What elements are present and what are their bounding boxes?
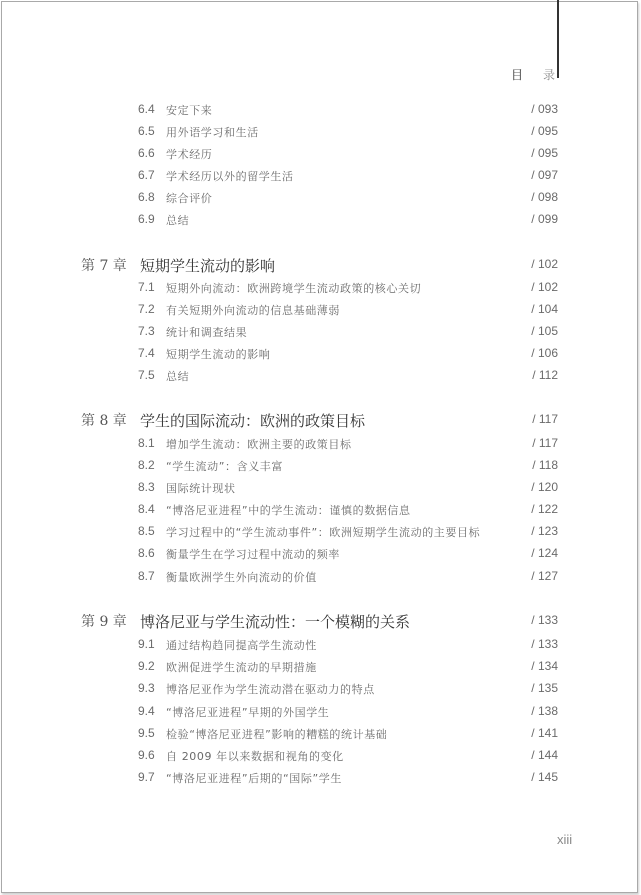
chapter-page: / 102 — [531, 257, 558, 271]
section-number: 8.2 — [138, 458, 155, 472]
section-number: 6.8 — [138, 190, 155, 204]
section-page: / 104 — [531, 302, 558, 316]
section-page: / 145 — [531, 770, 558, 784]
section-page: / 118 — [532, 458, 558, 472]
section-page: / 099 — [531, 212, 558, 226]
running-head — [511, 66, 555, 83]
section-title: 有关短期外向流动的信息基础薄弱 — [166, 304, 340, 317]
section-number: 9.6 — [138, 748, 155, 762]
section-number: 9.4 — [138, 704, 155, 718]
section-title: “博洛尼亚进程”中的学生流动：谨慎的数据信息 — [166, 504, 411, 517]
chapter-label: 第 9 章 — [81, 614, 127, 630]
section-page: / 095 — [531, 124, 558, 138]
section-title: 短期外向流动：欧洲跨境学生流动政策的核心关切 — [166, 282, 422, 295]
section-number: 6.7 — [138, 168, 155, 182]
section-page: / 106 — [531, 346, 558, 360]
section-number: 9.2 — [138, 659, 155, 673]
section-title: “博洛尼亚进程”早期的外国学生 — [166, 706, 330, 719]
chapter-label: 第 8 章 — [81, 413, 127, 429]
running-head-char-1: 目 — [511, 68, 524, 82]
section-title: 学习过程中的“学生流动事件”：欧洲短期学生流动的主要目标 — [166, 526, 481, 539]
header-rule — [557, 0, 559, 78]
chapter-label: 第 7 章 — [81, 258, 127, 274]
section-page: / 144 — [531, 748, 558, 762]
section-page: / 133 — [531, 637, 558, 651]
section-page: / 105 — [531, 324, 558, 338]
chapter-page: / 117 — [532, 412, 558, 426]
section-page: / 117 — [532, 436, 558, 450]
chapter-title: 学生的国际流动：欧洲的政策目标 — [140, 412, 366, 430]
section-page: / 102 — [531, 280, 558, 294]
section-number: 9.1 — [138, 637, 155, 651]
section-title: 自 2009 年以来数据和视角的变化 — [166, 750, 344, 763]
section-title: 博洛尼亚作为学生流动潜在驱动力的特点 — [166, 683, 375, 696]
section-number: 6.9 — [138, 212, 155, 226]
section-number: 8.4 — [138, 502, 155, 516]
section-title: 通过结构趋同提高学生流动性 — [166, 639, 317, 652]
section-number: 8.3 — [138, 480, 155, 494]
section-title: 增加学生流动：欧洲主要的政策目标 — [166, 438, 352, 451]
section-number: 6.6 — [138, 146, 155, 160]
section-number: 7.5 — [138, 368, 155, 382]
section-title: 国际统计现状 — [166, 482, 236, 495]
section-title: 统计和调查结果 — [166, 326, 248, 339]
section-title: 总结 — [166, 370, 190, 383]
section-page: / 138 — [531, 704, 558, 718]
page-folio: xiii — [557, 832, 573, 847]
section-page: / 141 — [531, 726, 558, 740]
section-number: 9.3 — [138, 681, 155, 695]
section-number: 7.2 — [138, 302, 155, 316]
section-page: / 123 — [531, 524, 558, 538]
section-title: 欧洲促进学生流动的早期措施 — [166, 661, 317, 674]
chapter-title: 博洛尼亚与学生流动性：一个模糊的关系 — [140, 613, 411, 631]
section-title: “博洛尼亚进程”后期的“国际”学生 — [166, 772, 342, 785]
section-title: 衡量欧洲学生外向流动的价值 — [166, 571, 317, 584]
chapter-page: / 133 — [531, 613, 558, 627]
section-number: 7.1 — [138, 280, 155, 294]
section-page: / 112 — [532, 368, 558, 382]
section-title: 安定下来 — [166, 104, 213, 117]
section-number: 8.5 — [138, 524, 155, 538]
section-title: 综合评价 — [166, 192, 213, 205]
section-page: / 135 — [531, 681, 558, 695]
section-title: 总结 — [166, 214, 190, 227]
section-number: 8.1 — [138, 436, 155, 450]
section-number: 9.5 — [138, 726, 155, 740]
section-number: 6.5 — [138, 124, 155, 138]
section-title: 学术经历以外的留学生活 — [166, 170, 294, 183]
section-page: / 095 — [531, 146, 558, 160]
section-number: 7.3 — [138, 324, 155, 338]
section-number: 7.4 — [138, 346, 155, 360]
section-title: “学生流动”：含义丰富 — [166, 460, 283, 473]
section-page: / 122 — [531, 502, 558, 516]
section-title: 衡量学生在学习过程中流动的频率 — [166, 548, 340, 561]
section-page: / 097 — [531, 168, 558, 182]
section-page: / 098 — [531, 190, 558, 204]
section-title: 短期学生流动的影响 — [166, 348, 271, 361]
section-title: 用外语学习和生活 — [166, 126, 259, 139]
section-number: 6.4 — [138, 102, 155, 116]
section-number: 9.7 — [138, 770, 155, 784]
section-number: 8.7 — [138, 569, 155, 583]
section-page: / 124 — [531, 546, 558, 560]
section-page: / 120 — [531, 480, 558, 494]
section-title: 检验“博洛尼亚进程”影响的糟糕的统计基础 — [166, 728, 388, 741]
chapter-title: 短期学生流动的影响 — [140, 257, 276, 275]
section-page: / 127 — [531, 569, 558, 583]
section-title: 学术经历 — [166, 148, 213, 161]
section-page: / 134 — [531, 659, 558, 673]
section-page: / 093 — [531, 102, 558, 116]
section-number: 8.6 — [138, 546, 155, 560]
running-head-char-2: 录 — [543, 68, 556, 82]
